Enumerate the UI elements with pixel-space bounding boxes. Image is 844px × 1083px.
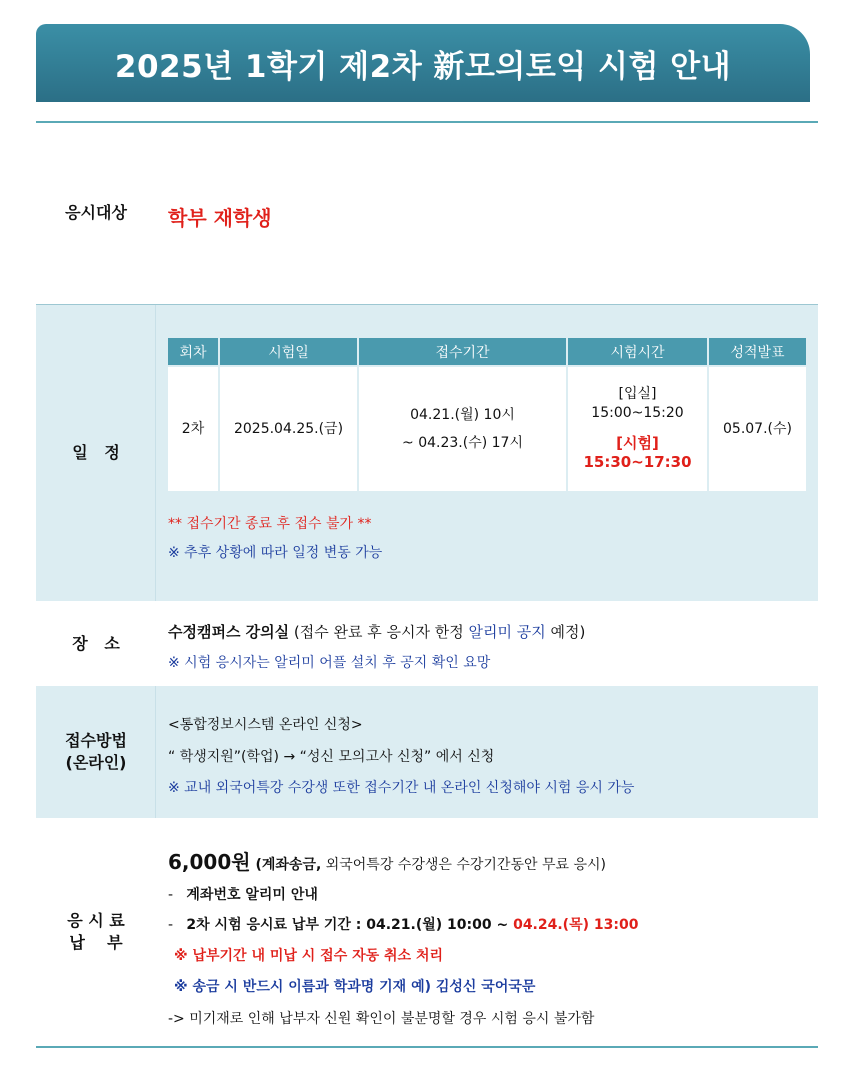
entry-label: [입실] [618, 386, 657, 403]
schedule-table [166, 336, 808, 493]
page-title: 2025년 1학기 제2차 新모의토익 시험 안내 [114, 48, 732, 85]
fee-warn-name: ※ 송금 시 반드시 이름과 학과명 기재 예) 김성신 국어국문 [174, 979, 536, 995]
cell-time [567, 366, 708, 492]
fee-footnote: -> 미기재로 인해 납부자 신원 확인이 불분명할 경우 시험 응시 불가함 [168, 1011, 595, 1027]
place-notice-link: 알리미 공지 [468, 623, 546, 641]
header-result: 성적발표 [708, 337, 807, 366]
method-label [36, 686, 156, 818]
place-paren-close: 예정) [545, 623, 586, 641]
fee-deadline: 04.24.(목) 13:00 [513, 917, 639, 933]
method-line2: “ 학생지원”(학업) → “성신 모의고사 신청” 에서 신청 [168, 749, 495, 765]
cell-date: 2025.04.25.(금) [219, 366, 358, 492]
schedule-note-change: ※ 추후 상황에 따라 일정 변동 가능 [168, 545, 383, 561]
place-note: ※ 시험 응시자는 알리미 어플 설치 후 공지 확인 요망 [168, 655, 491, 671]
method-line1: <통합정보시스템 온라인 신청> [168, 717, 363, 733]
place-campus: 수정캠퍼스 강의실 [168, 623, 290, 641]
schedule-label: 일 정 [72, 443, 120, 463]
header-date: 시험일 [219, 337, 358, 366]
fee-label-line1: 응 시 료 [67, 911, 125, 931]
divider-top [36, 121, 818, 123]
fee-label [36, 818, 156, 1046]
fee-amount-note: 외국어특강 수강생은 수강기간동안 무료 응시) [321, 857, 606, 873]
header-time: 시험시간 [567, 337, 708, 366]
target-label: 응시대상 [65, 203, 127, 223]
period-end: ~ 04.23.(수) 17시 [402, 435, 523, 451]
fee-item-account-text: 계좌번호 알리미 안내 [186, 887, 318, 903]
place-label: 장 소 [72, 634, 120, 654]
method-label-line1: 접수방법 [65, 731, 127, 751]
fee-warn-cancel: ※ 납부기간 내 미납 시 접수 자동 취소 처리 [174, 948, 443, 964]
title-banner [36, 24, 810, 102]
method-label-line2: (온라인) [65, 753, 127, 772]
period-start: 04.21.(월) 10시 [410, 406, 515, 423]
fee-amount-line [168, 846, 606, 875]
exam-time: 15:30~17:30 [583, 453, 692, 472]
fee-item-account: - 계좌번호 알리미 안내 [168, 887, 318, 903]
cell-result: 05.07.(수) [708, 366, 807, 492]
fee-item-period-text: 2차 시험 응시료 납부 기간 : 04.21.(월) 10:00 ~ [186, 917, 514, 933]
fee-item-period: - 2차 시험 응시료 납부 기간 : 04.21.(월) 10:00 ~ 04.24.(목) 13:00 [168, 917, 639, 933]
place-paren-open: (접수 완료 후 응시자 한정 [289, 623, 469, 641]
table-row [167, 366, 807, 492]
exam-label: [시험] [616, 433, 659, 452]
header-period: 접수기간 [358, 337, 567, 366]
place-main [168, 621, 585, 642]
method-note: ※ 교내 외국어특강 수강생 또한 접수기간 내 온라인 신청해야 시험 응시 가능 [168, 780, 635, 796]
cell-round: 2차 [167, 366, 219, 492]
fee-amount: 6,000원 [168, 850, 251, 874]
divider-bottom [36, 1046, 818, 1048]
fee-amount-bold-note: (계좌송금, [250, 857, 322, 873]
schedule-note-deadline: ** 접수기간 종료 후 접수 불가 ** [168, 516, 372, 532]
fee-label-line2: 납 부 [69, 933, 123, 952]
target-value: 학부 재학생 [168, 206, 272, 230]
cell-period [358, 366, 567, 492]
header-round: 회차 [167, 337, 219, 366]
entry-time: 15:00~15:20 [591, 404, 684, 421]
